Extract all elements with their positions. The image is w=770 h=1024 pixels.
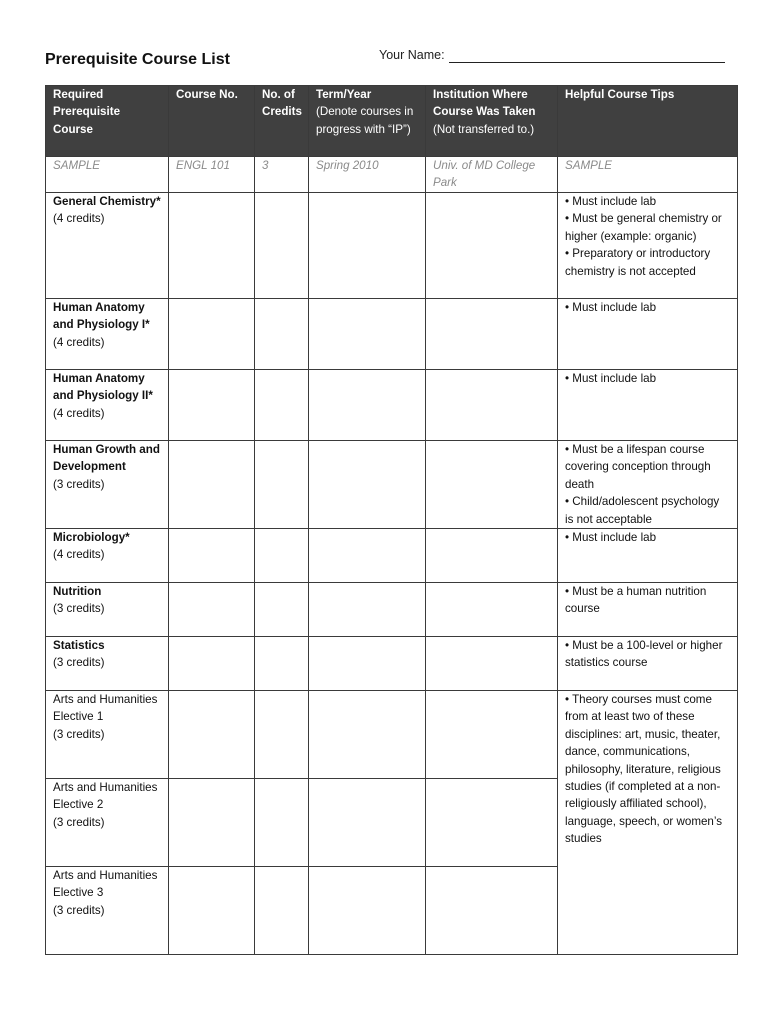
course-credits: (3 credits): [53, 815, 105, 829]
sample-tips: SAMPLE: [558, 157, 738, 193]
institution-field[interactable]: [426, 637, 558, 691]
course-cell: [46, 867, 169, 955]
institution-field[interactable]: [426, 441, 558, 529]
course-cell: [46, 370, 169, 441]
header-credits: No. of Credits: [255, 86, 309, 157]
header-row: [46, 86, 738, 157]
term-year-field[interactable]: [309, 867, 426, 955]
course-no-field[interactable]: [169, 529, 255, 583]
course-name: Arts and Humanities Elective 3: [53, 869, 158, 900]
course-tip: • Must include lab: [565, 372, 657, 385]
course-name: Human Growth and Development: [53, 443, 160, 474]
tips-cell: [558, 370, 738, 441]
course-credits: (3 credits): [53, 656, 105, 670]
credits-field[interactable]: [255, 441, 309, 529]
term-year-field[interactable]: [309, 779, 426, 867]
sample-course: SAMPLE: [46, 157, 169, 193]
course-credits: (3 credits): [53, 727, 105, 741]
term-year-field[interactable]: [309, 583, 426, 637]
course-no-field[interactable]: [169, 441, 255, 529]
course-no-field[interactable]: [169, 691, 255, 779]
tips-cell: [558, 529, 738, 583]
course-tip: • Must include lab: [565, 195, 657, 208]
table-row: [46, 193, 738, 299]
term-year-field[interactable]: [309, 299, 426, 370]
term-year-field[interactable]: [309, 441, 426, 529]
header-term-main: Term/Year: [316, 88, 372, 101]
course-cell: [46, 441, 169, 529]
course-no-field[interactable]: [169, 193, 255, 299]
institution-field[interactable]: [426, 193, 558, 299]
table-row: [46, 299, 738, 370]
course-tip: • Must be a 100-level or higher statistics course: [565, 639, 723, 670]
course-tip: • Child/adolescent psychology is not acceptable: [565, 495, 720, 526]
institution-field[interactable]: [426, 867, 558, 955]
tips-cell: [558, 637, 738, 691]
course-name: Arts and Humanities Elective 2: [53, 781, 158, 812]
table-row: [46, 637, 738, 691]
tips-cell: [558, 441, 738, 529]
course-no-field[interactable]: [169, 779, 255, 867]
term-year-field[interactable]: [309, 637, 426, 691]
sample-course-no: ENGL 101: [169, 157, 255, 193]
course-credits: (4 credits): [53, 212, 105, 226]
course-tip: • Must be a human nutrition course: [565, 585, 707, 616]
sample-credits: 3: [255, 157, 309, 193]
credits-field[interactable]: [255, 779, 309, 867]
header-tips: Helpful Course Tips: [558, 86, 738, 157]
table-row: [46, 441, 738, 529]
course-tip: • Theory courses must come from at least two of these disciplines: art, music, theater, dance, communications, philosophy, literature, religious studies (if completed at a non-religiously affiliated school), language, speech, or women’s studies: [565, 693, 723, 846]
course-credits: (4 credits): [53, 548, 105, 562]
course-cell: [46, 583, 169, 637]
credits-field[interactable]: [255, 583, 309, 637]
term-year-field[interactable]: [309, 691, 426, 779]
course-cell: [46, 529, 169, 583]
course-name: General Chemistry*: [53, 195, 161, 208]
sample-row: [46, 157, 738, 193]
course-cell: [46, 691, 169, 779]
header-term-sub: (Denote courses in progress with “IP”): [316, 105, 414, 136]
institution-field[interactable]: [426, 370, 558, 441]
course-cell: [46, 193, 169, 299]
credits-field[interactable]: [255, 193, 309, 299]
institution-field[interactable]: [426, 529, 558, 583]
institution-field[interactable]: [426, 583, 558, 637]
header-institution: [426, 86, 558, 157]
course-name: Human Anatomy and Physiology II*: [53, 372, 153, 403]
course-no-field[interactable]: [169, 867, 255, 955]
page-title: Prerequisite Course List: [45, 51, 230, 68]
table-row: [46, 529, 738, 583]
course-name: Arts and Humanities Elective 1: [53, 693, 158, 724]
sample-institution: Univ. of MD College Park: [426, 157, 558, 193]
credits-field[interactable]: [255, 637, 309, 691]
tips-cell: [558, 299, 738, 370]
course-credits: (3 credits): [53, 903, 105, 917]
course-tip: • Must be a lifespan course covering conception through death: [565, 443, 711, 491]
credits-field[interactable]: [255, 691, 309, 779]
credits-field[interactable]: [255, 867, 309, 955]
course-cell: [46, 637, 169, 691]
table-row: [46, 583, 738, 637]
your-name-field[interactable]: [449, 62, 725, 63]
term-year-field[interactable]: [309, 193, 426, 299]
tips-cell: [558, 193, 738, 299]
term-year-field[interactable]: [309, 370, 426, 441]
course-name: Human Anatomy and Physiology I*: [53, 301, 150, 332]
course-tip: • Must be general chemistry or higher (example: organic): [565, 212, 722, 243]
course-no-field[interactable]: [169, 637, 255, 691]
electives-tips-cell: [558, 691, 738, 955]
credits-field[interactable]: [255, 370, 309, 441]
institution-field[interactable]: [426, 299, 558, 370]
header-inst-sub: (Not transferred to.): [433, 122, 535, 136]
prerequisite-course-table: [45, 85, 738, 955]
course-no-field[interactable]: [169, 299, 255, 370]
table-row: [46, 691, 738, 779]
header-course-no: Course No.: [169, 86, 255, 157]
course-tip: • Must include lab: [565, 301, 657, 314]
course-name: Statistics: [53, 639, 105, 653]
course-tip: • Must include lab: [565, 531, 657, 545]
course-cell: [46, 299, 169, 370]
table-row: [46, 370, 738, 441]
course-credits: (3 credits): [53, 602, 105, 616]
institution-field[interactable]: [426, 779, 558, 867]
course-credits: (4 credits): [53, 406, 105, 420]
course-name: Microbiology*: [53, 531, 130, 545]
course-name: Nutrition: [53, 585, 102, 599]
your-name-label: Your Name:: [379, 48, 445, 62]
tips-cell: [558, 583, 738, 637]
course-no-field[interactable]: [169, 370, 255, 441]
sample-term: Spring 2010: [309, 157, 426, 193]
credits-field[interactable]: [255, 299, 309, 370]
header-inst-main: Institution Where Course Was Taken: [433, 88, 536, 119]
course-no-field[interactable]: [169, 583, 255, 637]
term-year-field[interactable]: [309, 529, 426, 583]
institution-field[interactable]: [426, 691, 558, 779]
header-term-year: [309, 86, 426, 157]
course-credits: (4 credits): [53, 335, 105, 349]
header-required-course: Required Prerequisite Course: [46, 86, 169, 157]
course-credits: (3 credits): [53, 477, 105, 491]
course-tip: • Preparatory or introductory chemistry is not accepted: [565, 247, 711, 278]
course-cell: [46, 779, 169, 867]
credits-field[interactable]: [255, 529, 309, 583]
